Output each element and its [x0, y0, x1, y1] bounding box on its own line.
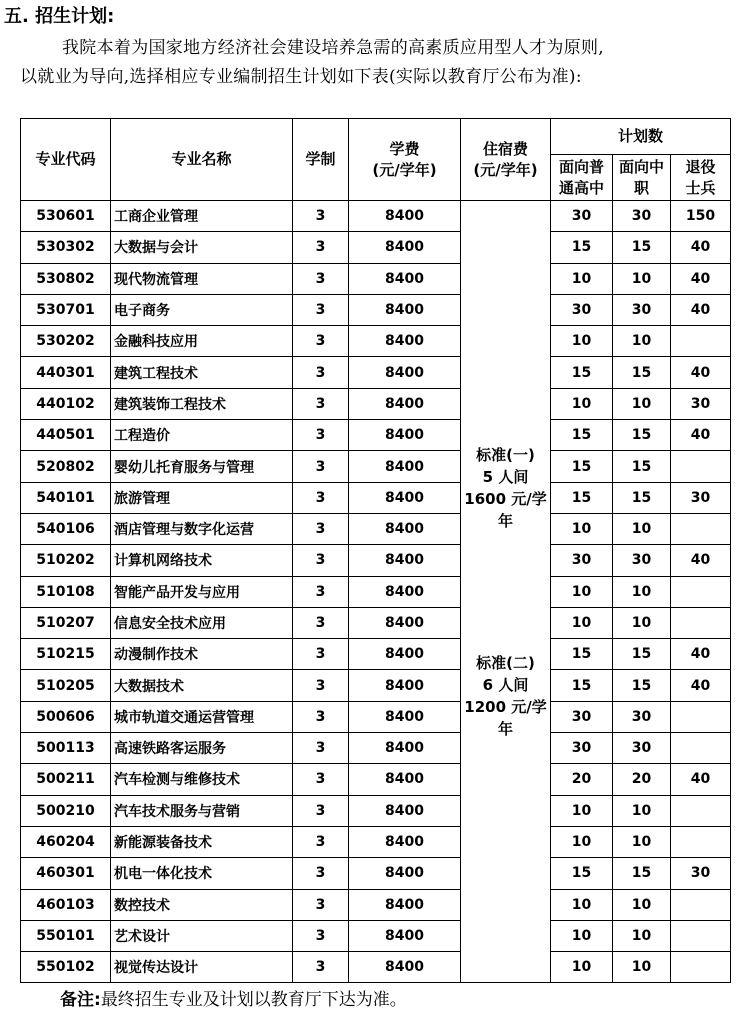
- cell-duration: 3: [293, 920, 349, 951]
- header-name: 专业名称: [111, 119, 293, 201]
- cell-general: 10: [551, 263, 613, 294]
- cell-code: 500113: [21, 733, 111, 764]
- table-row: [21, 388, 731, 419]
- cell-name: 工商企业管理: [111, 201, 293, 232]
- intro-paragraph: [20, 34, 736, 92]
- cell-duration: 3: [293, 201, 349, 232]
- cell-general: 15: [551, 858, 613, 889]
- cell-duration: 3: [293, 451, 349, 482]
- cell-general: 15: [551, 639, 613, 670]
- cell-tuition: 8400: [349, 326, 461, 357]
- cell-code: 510207: [21, 607, 111, 638]
- header-dorm-l1: 住宿费: [482, 139, 528, 158]
- cell-name: 建筑工程技术: [111, 357, 293, 388]
- table-row: [21, 920, 731, 951]
- cell-general: 15: [551, 420, 613, 451]
- header-veteran-l1: 退役: [685, 157, 716, 176]
- cell-tuition: 8400: [349, 263, 461, 294]
- cell-veteran: 40: [671, 294, 731, 325]
- dorm-standard-two: [461, 652, 550, 740]
- enrollment-plan-table: [20, 118, 731, 983]
- cell-duration: 3: [293, 701, 349, 732]
- cell-code: 520802: [21, 451, 111, 482]
- cell-code: 510202: [21, 545, 111, 576]
- table-row: [21, 513, 731, 544]
- cell-code: 530202: [21, 326, 111, 357]
- table-row: [21, 826, 731, 857]
- header-vocational-l2: 职: [633, 178, 649, 197]
- header-tuition-l2: (元/学年): [372, 160, 437, 179]
- cell-tuition: 8400: [349, 451, 461, 482]
- cell-vocational: 30: [613, 294, 671, 325]
- cell-veteran: 30: [671, 388, 731, 419]
- cell-veteran: 40: [671, 670, 731, 701]
- cell-name: 旅游管理: [111, 482, 293, 513]
- cell-veteran: [671, 451, 731, 482]
- cell-vocational: 10: [613, 388, 671, 419]
- cell-code: 460103: [21, 889, 111, 920]
- cell-name: 新能源装备技术: [111, 826, 293, 857]
- cell-name: 汽车检测与维修技术: [111, 764, 293, 795]
- cell-tuition: 8400: [349, 826, 461, 857]
- cell-code: 550101: [21, 920, 111, 951]
- cell-general: 15: [551, 357, 613, 388]
- cell-code: 530302: [21, 232, 111, 263]
- cell-vocational: 15: [613, 482, 671, 513]
- table-row: [21, 795, 731, 826]
- cell-general: 10: [551, 576, 613, 607]
- header-dorm: [461, 119, 551, 201]
- cell-name: 建筑装饰工程技术: [111, 388, 293, 419]
- cell-general: 30: [551, 545, 613, 576]
- cell-vocational: 15: [613, 357, 671, 388]
- header-plan: 计划数: [551, 119, 731, 155]
- cell-tuition: 8400: [349, 670, 461, 701]
- table-row: [21, 482, 731, 513]
- footnote-label: 备注:: [60, 990, 101, 1010]
- cell-vocational: 30: [613, 545, 671, 576]
- table-row: [21, 232, 731, 263]
- table-row: [21, 952, 731, 983]
- cell-duration: 3: [293, 232, 349, 263]
- cell-vocational: 15: [613, 232, 671, 263]
- cell-name: 计算机网络技术: [111, 545, 293, 576]
- cell-veteran: [671, 733, 731, 764]
- table-row: [21, 326, 731, 357]
- cell-name: 大数据与会计: [111, 232, 293, 263]
- cell-duration: 3: [293, 670, 349, 701]
- cell-code: 540101: [21, 482, 111, 513]
- cell-veteran: [671, 326, 731, 357]
- cell-vocational: 30: [613, 701, 671, 732]
- table-body: [21, 201, 731, 983]
- cell-duration: 3: [293, 357, 349, 388]
- table-row: [21, 733, 731, 764]
- cell-duration: 3: [293, 326, 349, 357]
- cell-code: 530802: [21, 263, 111, 294]
- dorm-standard-one: [461, 444, 550, 532]
- cell-tuition: 8400: [349, 545, 461, 576]
- header-general-l1: 面向普: [558, 157, 604, 176]
- cell-code: 530601: [21, 201, 111, 232]
- cell-vocational: 20: [613, 764, 671, 795]
- cell-tuition: 8400: [349, 357, 461, 388]
- cell-code: 440301: [21, 357, 111, 388]
- cell-tuition: 8400: [349, 607, 461, 638]
- cell-name: 金融科技应用: [111, 326, 293, 357]
- cell-veteran: 40: [671, 357, 731, 388]
- cell-veteran: 40: [671, 232, 731, 263]
- intro-line-2: 以就业为导向,选择相应专业编制招生计划如下表(实际以教育厅公布为准):: [20, 67, 582, 87]
- header-veteran: [671, 155, 731, 201]
- table-row: [21, 607, 731, 638]
- cell-code: 540106: [21, 513, 111, 544]
- table-row: [21, 639, 731, 670]
- cell-code: 500606: [21, 701, 111, 732]
- cell-vocational: 15: [613, 639, 671, 670]
- cell-duration: 3: [293, 420, 349, 451]
- cell-general: 10: [551, 826, 613, 857]
- cell-vocational: 10: [613, 263, 671, 294]
- table-row: [21, 670, 731, 701]
- cell-general: 10: [551, 326, 613, 357]
- cell-duration: 3: [293, 764, 349, 795]
- cell-duration: 3: [293, 482, 349, 513]
- cell-name: 艺术设计: [111, 920, 293, 951]
- dorm-standard-two-line: 1200 元/学: [464, 697, 547, 716]
- cell-tuition: 8400: [349, 232, 461, 263]
- cell-tuition: 8400: [349, 294, 461, 325]
- cell-vocational: 10: [613, 576, 671, 607]
- cell-tuition: 8400: [349, 201, 461, 232]
- dorm-standard-one-line: 年: [497, 511, 513, 530]
- cell-veteran: [671, 701, 731, 732]
- cell-veteran: [671, 952, 731, 983]
- cell-tuition: 8400: [349, 920, 461, 951]
- cell-tuition: 8400: [349, 420, 461, 451]
- cell-veteran: 30: [671, 858, 731, 889]
- table-row: [21, 451, 731, 482]
- cell-duration: 3: [293, 826, 349, 857]
- cell-duration: 3: [293, 576, 349, 607]
- cell-tuition: 8400: [349, 764, 461, 795]
- cell-name: 大数据技术: [111, 670, 293, 701]
- cell-veteran: 40: [671, 639, 731, 670]
- cell-veteran: 150: [671, 201, 731, 232]
- table-row: [21, 576, 731, 607]
- cell-general: 10: [551, 889, 613, 920]
- cell-code: 460204: [21, 826, 111, 857]
- cell-veteran: [671, 826, 731, 857]
- cell-veteran: [671, 795, 731, 826]
- cell-general: 10: [551, 388, 613, 419]
- cell-name: 现代物流管理: [111, 263, 293, 294]
- cell-name: 汽车技术服务与营销: [111, 795, 293, 826]
- cell-code: 510108: [21, 576, 111, 607]
- cell-vocational: 10: [613, 952, 671, 983]
- cell-duration: 3: [293, 388, 349, 419]
- header-code: 专业代码: [21, 119, 111, 201]
- cell-code: 510215: [21, 639, 111, 670]
- section-heading: 五. 招生计划:: [4, 6, 115, 27]
- cell-tuition: 8400: [349, 733, 461, 764]
- cell-general: 10: [551, 607, 613, 638]
- cell-tuition: 8400: [349, 482, 461, 513]
- cell-tuition: 8400: [349, 701, 461, 732]
- header-vocational: [613, 155, 671, 201]
- table-row: [21, 420, 731, 451]
- cell-name: 婴幼儿托育服务与管理: [111, 451, 293, 482]
- cell-vocational: 10: [613, 326, 671, 357]
- cell-vocational: 10: [613, 826, 671, 857]
- header-tuition-l1: 学费: [389, 139, 420, 158]
- cell-general: 15: [551, 670, 613, 701]
- footnote: [60, 985, 407, 1010]
- cell-name: 机电一体化技术: [111, 858, 293, 889]
- cell-general: 10: [551, 920, 613, 951]
- cell-general: 30: [551, 294, 613, 325]
- cell-duration: 3: [293, 294, 349, 325]
- cell-general: 30: [551, 201, 613, 232]
- cell-vocational: 10: [613, 889, 671, 920]
- cell-code: 530701: [21, 294, 111, 325]
- cell-general: 10: [551, 513, 613, 544]
- cell-vocational: 15: [613, 670, 671, 701]
- cell-tuition: 8400: [349, 639, 461, 670]
- cell-veteran: [671, 889, 731, 920]
- cell-veteran: 40: [671, 420, 731, 451]
- table-row: [21, 545, 731, 576]
- cell-tuition: 8400: [349, 858, 461, 889]
- cell-duration: 3: [293, 733, 349, 764]
- cell-general: 20: [551, 764, 613, 795]
- cell-veteran: 40: [671, 263, 731, 294]
- cell-vocational: 10: [613, 795, 671, 826]
- cell-vocational: 15: [613, 420, 671, 451]
- cell-general: 15: [551, 232, 613, 263]
- cell-vocational: 10: [613, 920, 671, 951]
- dorm-standard-one-line: 1600 元/学: [464, 489, 547, 508]
- table-row: [21, 357, 731, 388]
- cell-duration: 3: [293, 513, 349, 544]
- cell-code: 460301: [21, 858, 111, 889]
- cell-name: 电子商务: [111, 294, 293, 325]
- cell-general: 30: [551, 733, 613, 764]
- cell-duration: 3: [293, 889, 349, 920]
- cell-dorm-fee: [461, 201, 551, 983]
- cell-general: 30: [551, 701, 613, 732]
- cell-duration: 3: [293, 639, 349, 670]
- cell-name: 视觉传达设计: [111, 952, 293, 983]
- cell-code: 550102: [21, 952, 111, 983]
- cell-veteran: 30: [671, 482, 731, 513]
- cell-veteran: [671, 920, 731, 951]
- cell-tuition: 8400: [349, 388, 461, 419]
- table-row: [21, 263, 731, 294]
- cell-name: 酒店管理与数字化运营: [111, 513, 293, 544]
- table-row: [21, 294, 731, 325]
- cell-code: 510205: [21, 670, 111, 701]
- cell-tuition: 8400: [349, 889, 461, 920]
- header-general-l2: 通高中: [558, 178, 604, 197]
- header-duration: 学制: [293, 119, 349, 201]
- cell-tuition: 8400: [349, 513, 461, 544]
- dorm-standard-one-line: 5 人间: [482, 467, 529, 486]
- cell-veteran: [671, 513, 731, 544]
- table-row: [21, 889, 731, 920]
- cell-duration: 3: [293, 607, 349, 638]
- table-row: [21, 858, 731, 889]
- cell-veteran: [671, 607, 731, 638]
- dorm-standard-two-line: 年: [497, 719, 513, 738]
- cell-general: 15: [551, 451, 613, 482]
- cell-tuition: 8400: [349, 795, 461, 826]
- cell-veteran: 40: [671, 545, 731, 576]
- cell-veteran: 40: [671, 764, 731, 795]
- cell-tuition: 8400: [349, 576, 461, 607]
- cell-duration: 3: [293, 263, 349, 294]
- cell-tuition: 8400: [349, 952, 461, 983]
- dorm-standard-two-line: 6 人间: [482, 675, 529, 694]
- cell-vocational: 15: [613, 858, 671, 889]
- cell-duration: 3: [293, 858, 349, 889]
- table-row: [21, 764, 731, 795]
- cell-duration: 3: [293, 545, 349, 576]
- cell-duration: 3: [293, 952, 349, 983]
- cell-veteran: [671, 576, 731, 607]
- cell-code: 440501: [21, 420, 111, 451]
- cell-name: 智能产品开发与应用: [111, 576, 293, 607]
- cell-vocational: 10: [613, 607, 671, 638]
- intro-line-1: 我院本着为国家地方经济社会建设培养急需的高素质应用型人才为原则,: [62, 38, 605, 58]
- header-tuition: [349, 119, 461, 201]
- cell-general: 10: [551, 952, 613, 983]
- cell-name: 工程造价: [111, 420, 293, 451]
- cell-name: 动漫制作技术: [111, 639, 293, 670]
- header-general: [551, 155, 613, 201]
- cell-name: 信息安全技术应用: [111, 607, 293, 638]
- cell-general: 15: [551, 482, 613, 513]
- header-vocational-l1: 面向中: [618, 157, 664, 176]
- cell-code: 440102: [21, 388, 111, 419]
- footnote-text: 最终招生专业及计划以教育厅下达为准。: [100, 990, 407, 1010]
- cell-vocational: 10: [613, 513, 671, 544]
- cell-vocational: 15: [613, 451, 671, 482]
- cell-vocational: 30: [613, 201, 671, 232]
- table-row: [21, 201, 731, 232]
- cell-name: 城市轨道交通运营管理: [111, 701, 293, 732]
- cell-duration: 3: [293, 795, 349, 826]
- cell-vocational: 30: [613, 733, 671, 764]
- header-veteran-l2: 士兵: [685, 178, 716, 197]
- cell-name: 高速铁路客运服务: [111, 733, 293, 764]
- dorm-standard-one-line: 标准(一): [476, 445, 535, 464]
- dorm-standard-two-line: 标准(二): [476, 653, 535, 672]
- header-dorm-l2: (元/学年): [473, 160, 538, 179]
- cell-general: 10: [551, 795, 613, 826]
- cell-name: 数控技术: [111, 889, 293, 920]
- cell-code: 500210: [21, 795, 111, 826]
- cell-code: 500211: [21, 764, 111, 795]
- table-row: [21, 701, 731, 732]
